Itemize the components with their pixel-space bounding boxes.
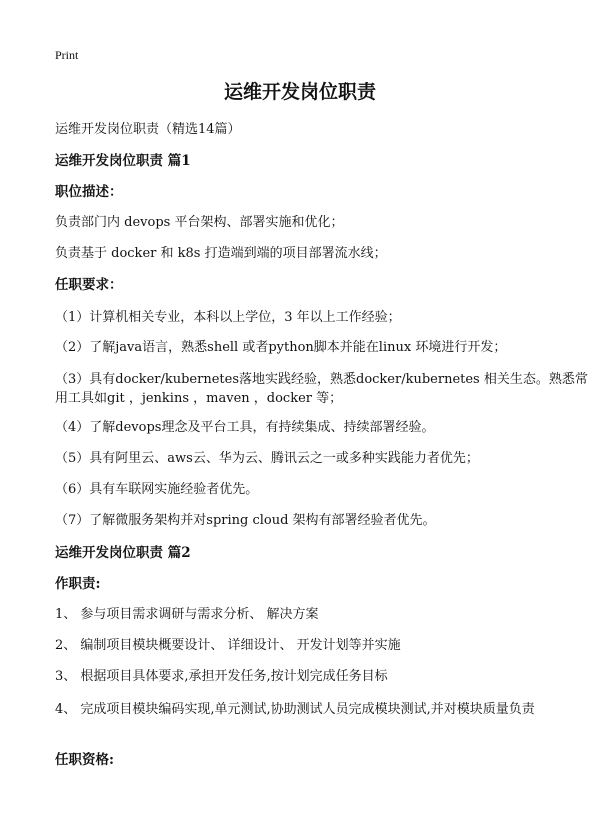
req-line-1: （1）计算机相关专业，本科以上学位，3 年以上工作经验； bbox=[55, 310, 401, 325]
req-line-5: （5）具有阿里云、aws云、华为云、腾讯云之一或多种实践能力者优先； bbox=[55, 451, 479, 466]
req-line-3: （3）具有docker/kubernetes落地实践经验，熟悉docker/kubernetes 相关生态。熟悉常用工具如git ，jenkins ，maven ，docker 等； bbox=[55, 372, 588, 406]
qualifications-heading: 任职资格: bbox=[55, 752, 114, 768]
duty-line-4: 4、 完成项目模块编码实现,单元测试,协助测试人员完成模块测试,并对模块质量负责 bbox=[55, 702, 535, 717]
job-description-heading: 职位描述： bbox=[55, 184, 123, 200]
req-line-2: （2）了解java语言，熟悉shell 或者python脚本并能在linux 环境进行开发； bbox=[55, 340, 507, 355]
requirements-heading: 任职要求： bbox=[55, 277, 123, 293]
duties-heading: 作职责: bbox=[55, 576, 101, 592]
duty-line-2: 2、 编制项目模块概要设计、 详细设计、 开发计划等并实施 bbox=[55, 638, 401, 653]
document-title: 运维开发岗位职责 bbox=[223, 81, 376, 103]
req-line-4: （4）了解devops理念及平台工具，有持续集成、持续部署经验。 bbox=[55, 420, 435, 435]
req-line-7: （7）了解微服务架构并对spring cloud 架构有部署经验者优先。 bbox=[55, 513, 436, 528]
req-line-6: （6）具有车联网实施经验者优先。 bbox=[55, 482, 259, 497]
desc-line-1: 负责部门内 devops 平台架构、部署实施和优化； bbox=[55, 215, 344, 230]
document-subtitle: 运维开发岗位职责（精选14篇） bbox=[55, 122, 241, 137]
section1-heading: 运维开发岗位职责 篇1 bbox=[55, 153, 191, 169]
section2-heading: 运维开发岗位职责 篇2 bbox=[55, 545, 191, 561]
duty-line-3: 3、 根据项目具体要求,承担开发任务,按计划完成任务目标 bbox=[55, 669, 388, 684]
desc-line-2: 负责基于 docker 和 k8s 打造端到端的项目部署流水线； bbox=[55, 246, 387, 261]
duty-line-1: 1、 参与项目需求调研与需求分析、 解决方案 bbox=[55, 607, 319, 622]
print-label: Print bbox=[55, 48, 79, 62]
